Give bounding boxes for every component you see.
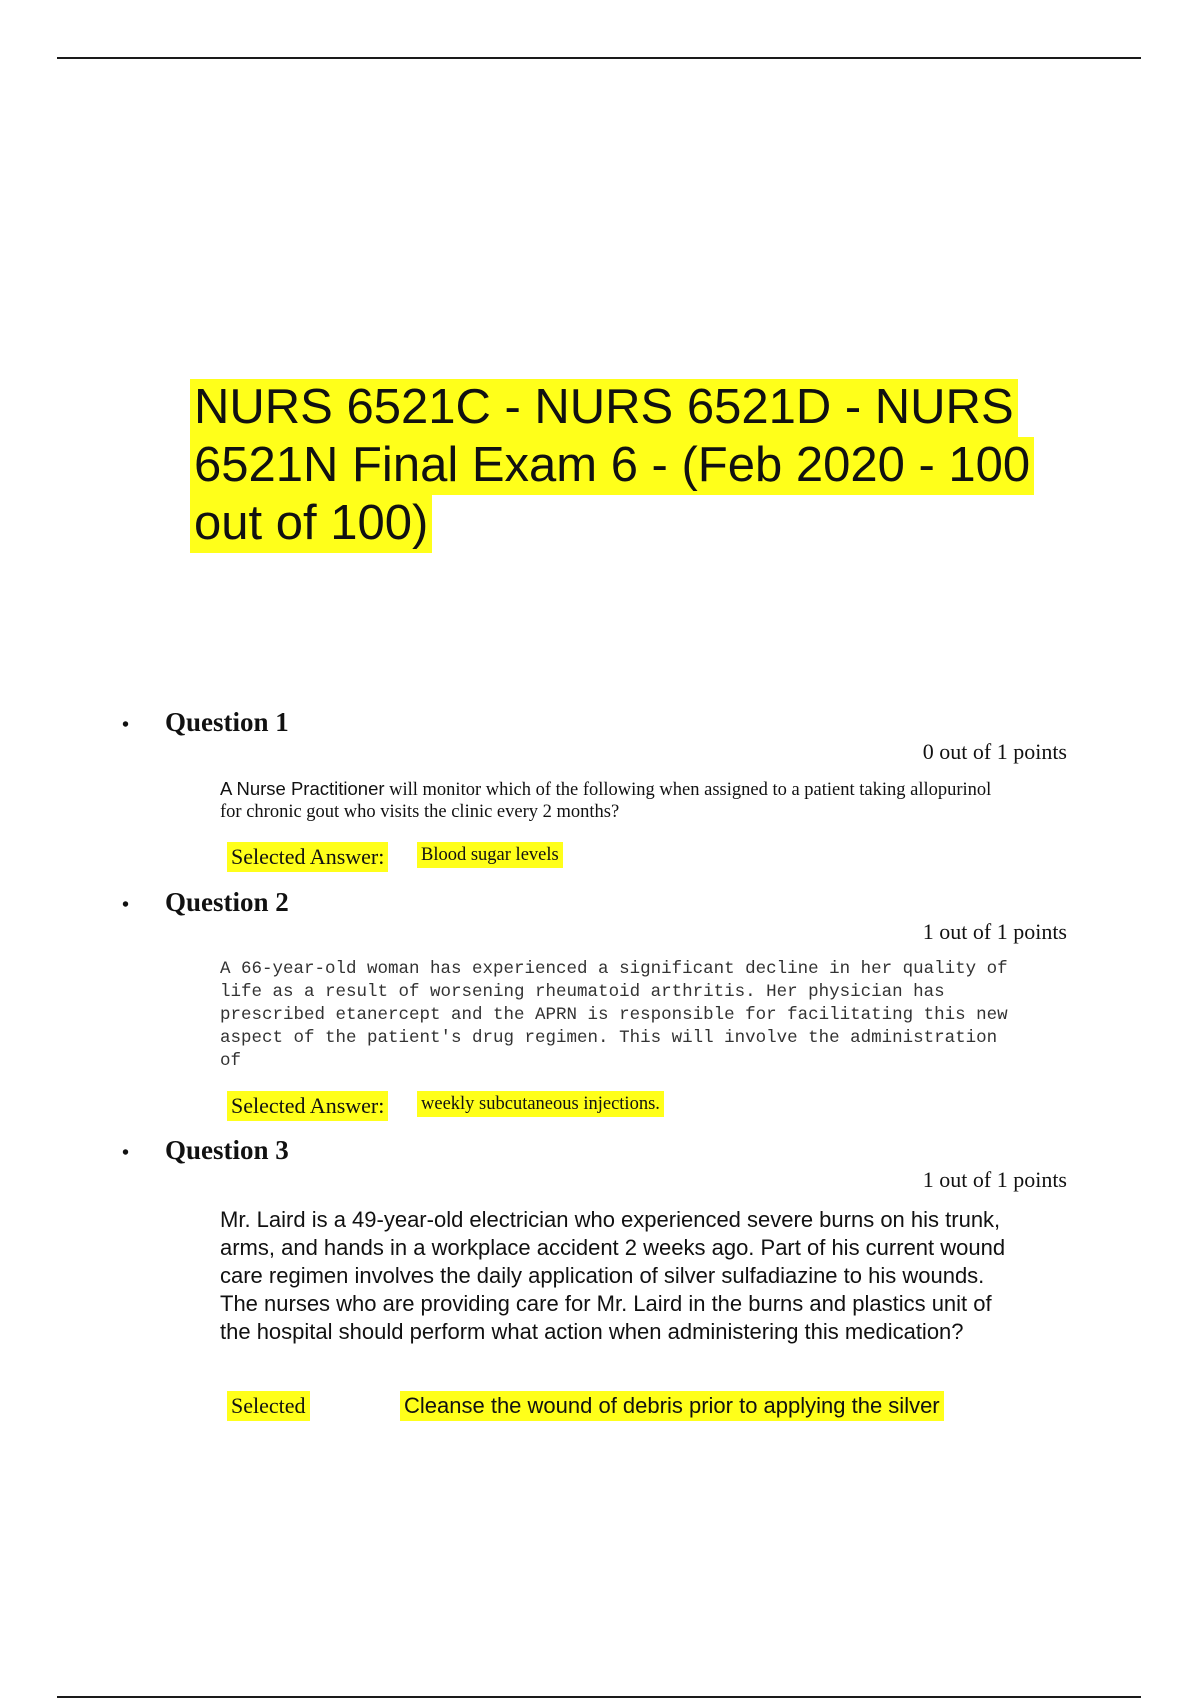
question-3-heading: [122, 1134, 289, 1169]
document-title-highlight: NURS 6521C - NURS 6521D - NURS 6521N Final Exam 6 - (Feb 2020 - 100 out of 100): [190, 379, 1034, 553]
top-rule: [57, 57, 1141, 59]
question-1-selected-answer: Blood sugar levels: [417, 842, 563, 868]
question-1-heading: [122, 706, 289, 741]
bottom-rule: [57, 1696, 1141, 1698]
question-2-heading: [122, 886, 289, 921]
question-1-title: Question 1: [165, 707, 289, 737]
bullet-icon: •: [122, 894, 130, 916]
question-2-selected-label: Selected Answer:: [227, 1091, 388, 1121]
question-2-title: Question 2: [165, 887, 289, 917]
question-2-points: 1 out of 1 points: [922, 919, 1067, 944]
question-2-selected-answer: weekly subcutaneous injections.: [417, 1091, 664, 1117]
bullet-icon: •: [122, 714, 130, 736]
question-3-points: 1 out of 1 points: [922, 1167, 1067, 1192]
document-title: [190, 378, 1090, 552]
question-3-text: Mr. Laird is a 49-year-old electrician who experienced severe burns on his trunk, arms, and hands in a workplace accident 2 weeks ago. Part of his current wound care regimen involves the daily application of silver sulfadiazine to his wounds. The nurses who are providing care for Mr. Laird in the burns and plastics unit of the hospital should perform what action when administering this medication?: [220, 1207, 1006, 1344]
bullet-icon: •: [122, 1142, 130, 1164]
question-3-selected-answer: Cleanse the wound of debris prior to applying the silver: [400, 1391, 944, 1421]
question-1-text: [220, 778, 1000, 823]
question-1-selected-label: Selected Answer:: [227, 842, 388, 872]
question-3-title: Question 3: [165, 1135, 289, 1165]
question-1-text-prefix: A Nurse Practitioner: [220, 778, 385, 799]
question-2-text: A 66-year-old woman has experienced a significant decline in her quality of life as a result of worsening rheumatoid arthritis. Her physician has prescribed etanercept and the APRN is responsible for facilitating this new aspect of the patient's drug regimen. This will involve the administration of: [220, 959, 1008, 1071]
question-1-text-rest: will monitor which of the following when assigned to a patient taking allopurinol for chronic gout who visits the clinic every 2 months?: [220, 780, 992, 822]
question-3-selected-label: Selected: [227, 1391, 310, 1421]
question-1-points: 0 out of 1 points: [922, 739, 1067, 764]
